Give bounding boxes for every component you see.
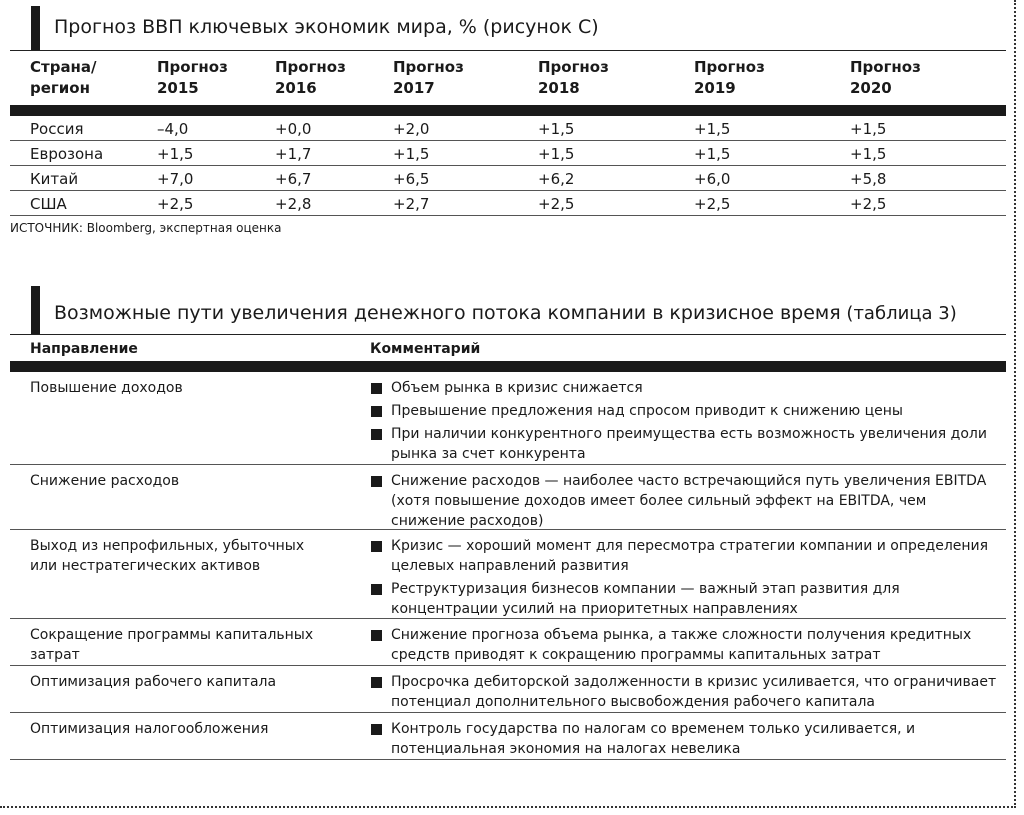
cashflow-table-body	[10, 372, 1006, 760]
table-row	[10, 713, 1006, 760]
header-2020-line2: 2020	[850, 79, 892, 97]
forecast-value: +7,0	[157, 170, 194, 188]
cashflow-table-header	[10, 335, 1006, 361]
header-divider-band	[10, 361, 1006, 372]
direction-cell: Снижение расходов	[30, 473, 180, 489]
square-bullet-icon	[371, 724, 382, 735]
forecast-value: +1,5	[538, 145, 575, 163]
table-row	[10, 465, 1006, 530]
comment-text: Снижение расходов — наиболее часто встречающийся путь увеличения EBITDA (хотя повышение доходов имеет более сильный эффект на EBITDA, чем снижение расходов)	[391, 473, 987, 529]
comment-text: Контроль государства по налогам со временем только усиливается, и потенциальная экономия на налогах невелика	[391, 721, 916, 757]
forecast-value: –4,0	[157, 120, 189, 138]
cashflow-title-main: Возможные пути увеличения денежного потока компании в кризисное время	[54, 302, 841, 324]
comment-cell	[370, 378, 1002, 467]
comment-bullet	[370, 401, 1002, 421]
header-2016-line1: Прогноз	[275, 58, 346, 76]
comment-cell	[370, 672, 1002, 715]
gdp-table-title: Прогноз ВВП ключевых экономик мира, % (рисунок С)	[54, 16, 599, 38]
header-2018	[538, 57, 609, 99]
header-2017-line1: Прогноз	[393, 58, 464, 76]
table-row	[10, 116, 1006, 141]
forecast-value: +2,5	[694, 195, 731, 213]
forecast-value: +6,7	[275, 170, 312, 188]
forecast-value: +6,5	[393, 170, 430, 188]
cashflow-table	[10, 286, 1006, 760]
forecast-value: +1,5	[157, 145, 194, 163]
country-name: Китай	[30, 170, 79, 188]
header-country-line1: Страна/	[30, 58, 97, 76]
square-bullet-icon	[371, 476, 382, 487]
comment-bullet	[370, 579, 1002, 619]
title-marker-bar	[31, 286, 40, 334]
comment-bullet	[370, 424, 1002, 464]
comment-bullet	[370, 471, 1002, 531]
header-2018-line2: 2018	[538, 79, 580, 97]
country-name: Еврозона	[30, 145, 104, 163]
header-2020	[850, 57, 921, 99]
table-row	[10, 530, 1006, 619]
comment-text: Превышение предложения над спросом приводит к снижению цены	[391, 403, 903, 419]
comment-text: Просрочка дебиторской задолженности в кризис усиливается, что ограничивает потенциал дополнительного высвобождения рабочего капитала	[391, 674, 997, 710]
comment-cell	[370, 719, 1002, 762]
direction-cell: Выход из непрофильных, убыточных или нестратегических активов	[30, 538, 305, 574]
country-name: США	[30, 195, 67, 213]
forecast-value: +2,0	[393, 120, 430, 138]
dotted-border-right	[1014, 0, 1016, 808]
header-2018-line1: Прогноз	[538, 58, 609, 76]
gdp-forecast-table	[10, 6, 1006, 235]
forecast-value: +2,5	[157, 195, 194, 213]
header-2016-line2: 2016	[275, 79, 317, 97]
header-2019	[694, 57, 765, 99]
forecast-value: +0,0	[275, 120, 312, 138]
table-row	[10, 666, 1006, 713]
header-2016	[275, 57, 346, 99]
forecast-value: +1,5	[393, 145, 430, 163]
forecast-value: +5,8	[850, 170, 887, 188]
comment-bullet	[370, 672, 1002, 712]
square-bullet-icon	[371, 383, 382, 394]
square-bullet-icon	[371, 541, 382, 552]
forecast-value: +1,5	[850, 120, 887, 138]
comment-text: Объем рынка в кризис снижается	[391, 380, 643, 396]
square-bullet-icon	[371, 429, 382, 440]
header-2015-line1: Прогноз	[157, 58, 228, 76]
comment-cell	[370, 536, 1002, 622]
comment-cell	[370, 625, 1002, 668]
title-marker-bar	[31, 6, 40, 50]
comment-cell	[370, 471, 1002, 534]
forecast-value: +1,5	[538, 120, 575, 138]
square-bullet-icon	[371, 677, 382, 688]
header-2017	[393, 57, 464, 99]
comment-bullet	[370, 719, 1002, 759]
forecast-value: +6,2	[538, 170, 575, 188]
comment-text: Снижение прогноза объема рынка, а также сложности получения кредитных средств приводят к сокращению программы капитальных затрат	[391, 627, 972, 663]
direction-cell: Оптимизация налогообложения	[30, 721, 269, 737]
forecast-value: +1,5	[850, 145, 887, 163]
gdp-table-body	[10, 116, 1006, 216]
direction-cell: Оптимизация рабочего капитала	[30, 674, 277, 690]
header-country	[30, 57, 97, 99]
table-row	[10, 191, 1006, 216]
dotted-border-bottom	[0, 806, 1016, 808]
comment-bullet	[370, 536, 1002, 576]
header-2019-line1: Прогноз	[694, 58, 765, 76]
forecast-value: +2,7	[393, 195, 430, 213]
forecast-value: +1,5	[694, 145, 731, 163]
header-2019-line2: 2019	[694, 79, 736, 97]
table-row	[10, 166, 1006, 191]
forecast-value: +6,0	[694, 170, 731, 188]
country-name: Россия	[30, 120, 84, 138]
header-comment: Комментарий	[370, 341, 481, 357]
table-row	[10, 619, 1006, 666]
gdp-table-title-block	[10, 6, 1006, 51]
comment-text: Кризис — хороший момент для пересмотра стратегии компании и определения целевых направлений развития	[391, 538, 989, 574]
direction-cell: Сокращение программы капитальных затрат	[30, 627, 314, 663]
forecast-value: +2,5	[538, 195, 575, 213]
table-row	[10, 141, 1006, 166]
gdp-table-header	[10, 51, 1006, 105]
forecast-value: +2,5	[850, 195, 887, 213]
table-row	[10, 372, 1006, 465]
square-bullet-icon	[371, 406, 382, 417]
cashflow-title-suffix: (таблица 3)	[840, 303, 957, 324]
forecast-value: +1,7	[275, 145, 312, 163]
comment-text: Реструктуризация бизнесов компании — важный этап развития для концентрации усилий на приоритетных направлениях	[391, 581, 900, 617]
header-2017-line2: 2017	[393, 79, 435, 97]
header-2015	[157, 57, 228, 99]
header-2020-line1: Прогноз	[850, 58, 921, 76]
square-bullet-icon	[371, 630, 382, 641]
comment-bullet	[370, 625, 1002, 665]
cashflow-table-title-block	[10, 286, 1006, 335]
source-note: ИСТОЧНИК: Bloomberg, экспертная оценка	[10, 221, 282, 235]
forecast-value: +1,5	[694, 120, 731, 138]
cashflow-table-title	[54, 302, 957, 324]
direction-cell: Повышение доходов	[30, 380, 183, 396]
comment-text: При наличии конкурентного преимущества есть возможность увеличения доли рынка за счет конкурента	[391, 426, 987, 462]
header-2015-line2: 2015	[157, 79, 199, 97]
header-divider-band	[10, 105, 1006, 116]
square-bullet-icon	[371, 584, 382, 595]
forecast-value: +2,8	[275, 195, 312, 213]
header-country-line2: регион	[30, 79, 90, 97]
header-direction: Направление	[30, 341, 138, 357]
comment-bullet	[370, 378, 1002, 398]
